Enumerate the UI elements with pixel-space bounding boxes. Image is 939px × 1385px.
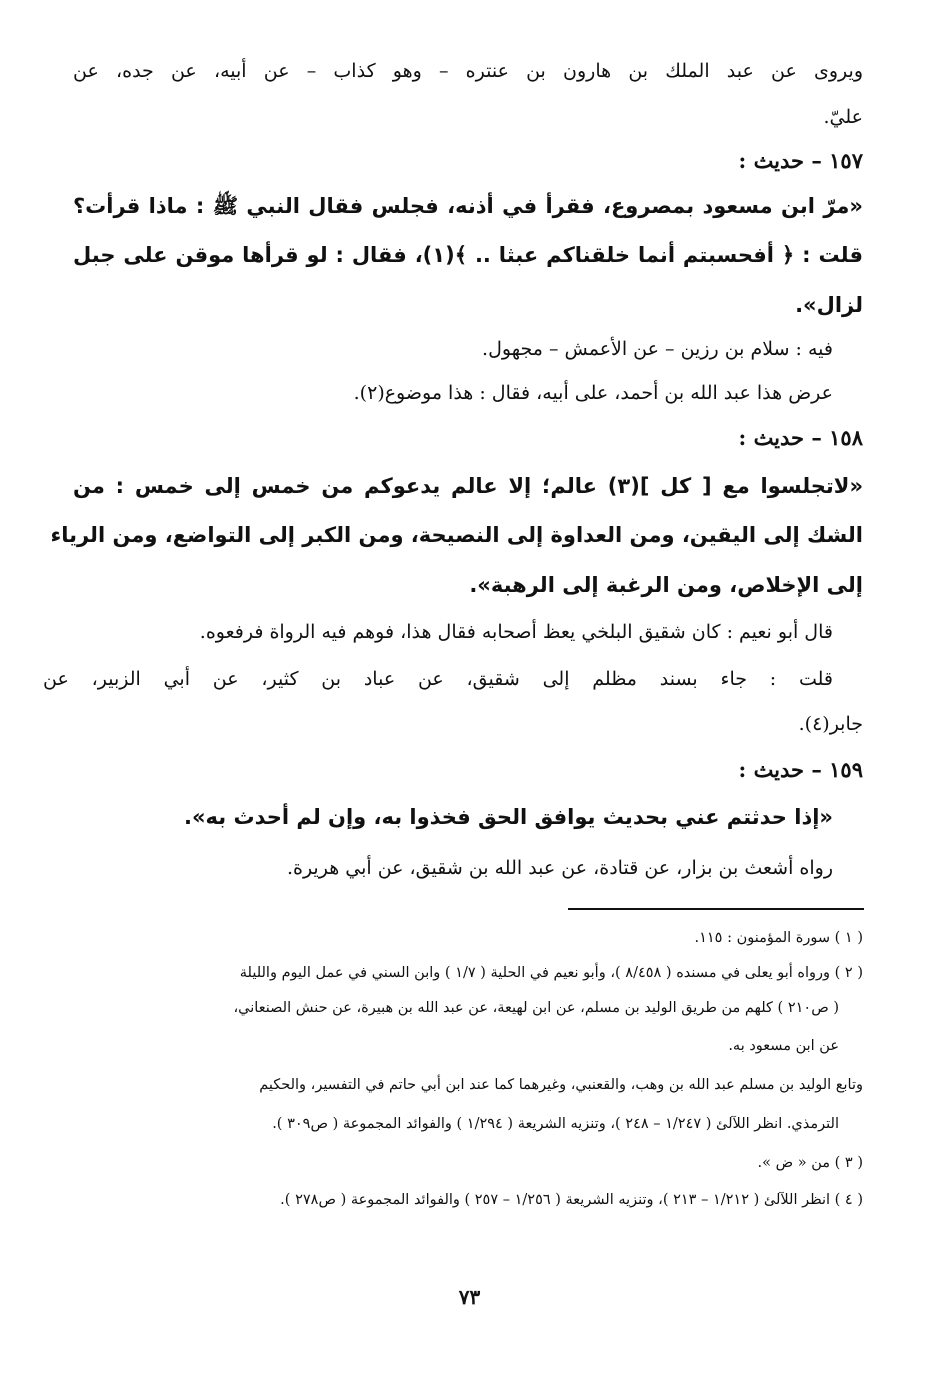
footnote: وتابع الوليد بن مسلم عبد الله بن وهب، والقعنبي، وغيرهما كما عند ابن أبي حاتم في التفسير، والحكيم bbox=[259, 1077, 863, 1093]
footnote: الترمذي. انظر اللآلئ ( ١/٢٤٧ – ٢٤٨ )، وتنزيه الشريعة ( ١/٢٩٤ ) والفوائد المجموعة ( ص٣٠٩ ). bbox=[272, 1116, 839, 1132]
commentary-line: عرض هذا عبد الله بن أحمد، على أبيه، فقال : هذا موضوع(٢). bbox=[353, 382, 833, 404]
hadith-text: قلت : ﴿ أفحسبتم أنما خلقناكم عبثا .. ﴾(١)، فقال : لو قرأها موقن على جبل bbox=[73, 243, 863, 267]
footnote: ( ٣ ) من « ض ». bbox=[757, 1155, 863, 1171]
commentary-line: قال أبو نعيم : كان شقيق البلخي يعظ أصحابه فقال هذا، فوهم فيه الرواة فرفعوه. bbox=[199, 621, 833, 643]
commentary-line: رواه أشعث بن بزار، عن قتادة، عن عبد الله بن شقيق، عن أبي هريرة. bbox=[286, 857, 833, 879]
hadith-text: «لاتجلسوا مع [ كل ](٣) عالم؛ إلا عالم يدعوكم من خمس إلى خمس : من bbox=[73, 474, 864, 498]
hadith-text: الشك إلى اليقين، ومن العداوة إلى النصيحة، ومن الكبر إلى التواضع، ومن الرياء bbox=[50, 523, 863, 547]
footnote: ( ٢ ) ورواه أبو يعلى في مسنده ( ٨/٤٥٨ )، وأبو نعيم في الحلية ( ١/٧ ) وابن السني في عمل اليوم والليلة bbox=[239, 965, 863, 981]
hadith-text: «مرّ ابن مسعود بمصروع، فقرأ في أذنه، فجلس فقال النبي ﷺ : ماذا قرأت؟ bbox=[73, 194, 863, 218]
commentary-line: قلت : جاء بسند مظلم إلى شقيق، عن عباد بن كثير، عن أبي الزبير، عن bbox=[43, 668, 833, 690]
footnote: ( ٤ ) انظر اللآلئ ( ١/٢١٢ – ٢١٣ )، وتنزيه الشريعة ( ١/٢٥٦ – ٢٥٧ ) والفوائد المجموعة ( ص٢٧٨ ). bbox=[280, 1192, 863, 1208]
hadith-text: إلى الإخلاص، ومن الرغبة إلى الرهبة». bbox=[469, 573, 863, 597]
hadith-heading-158: ١٥٨ – حديث : bbox=[738, 425, 863, 450]
page-number: ٧٣ bbox=[458, 1285, 481, 1309]
footnote: عن ابن مسعود به. bbox=[728, 1038, 839, 1054]
footnote: ( ص٢١٠ ) كلهم من طريق الوليد بن مسلم، عن ابن لهيعة، عن عبد الله بن هبيرة، عن حنش الصنعاني، bbox=[233, 1000, 839, 1016]
text-line: ويروى عن عبد الملك بن هارون بن عنتره – وهو كذاب – عن أبيه، عن جده، عن bbox=[73, 60, 863, 82]
hadith-heading-157: ١٥٧ – حديث : bbox=[738, 148, 863, 173]
hadith-heading-159: ١٥٩ – حديث : bbox=[738, 757, 863, 782]
hadith-text: لزال». bbox=[795, 293, 863, 317]
footnote-divider bbox=[568, 908, 864, 910]
commentary-line: جابر(٤). bbox=[798, 713, 863, 735]
text-line: عليّ. bbox=[823, 106, 863, 128]
commentary-line: فيه : سلام بن رزين – عن الأعمش – مجهول. bbox=[482, 338, 833, 360]
footnote: ( ١ ) سورة المؤمنون : ١١٥. bbox=[694, 930, 863, 946]
hadith-text: «إذا حدثتم عني بحديث يوافق الحق فخذوا به، وإن لم أحدث به». bbox=[184, 805, 833, 829]
